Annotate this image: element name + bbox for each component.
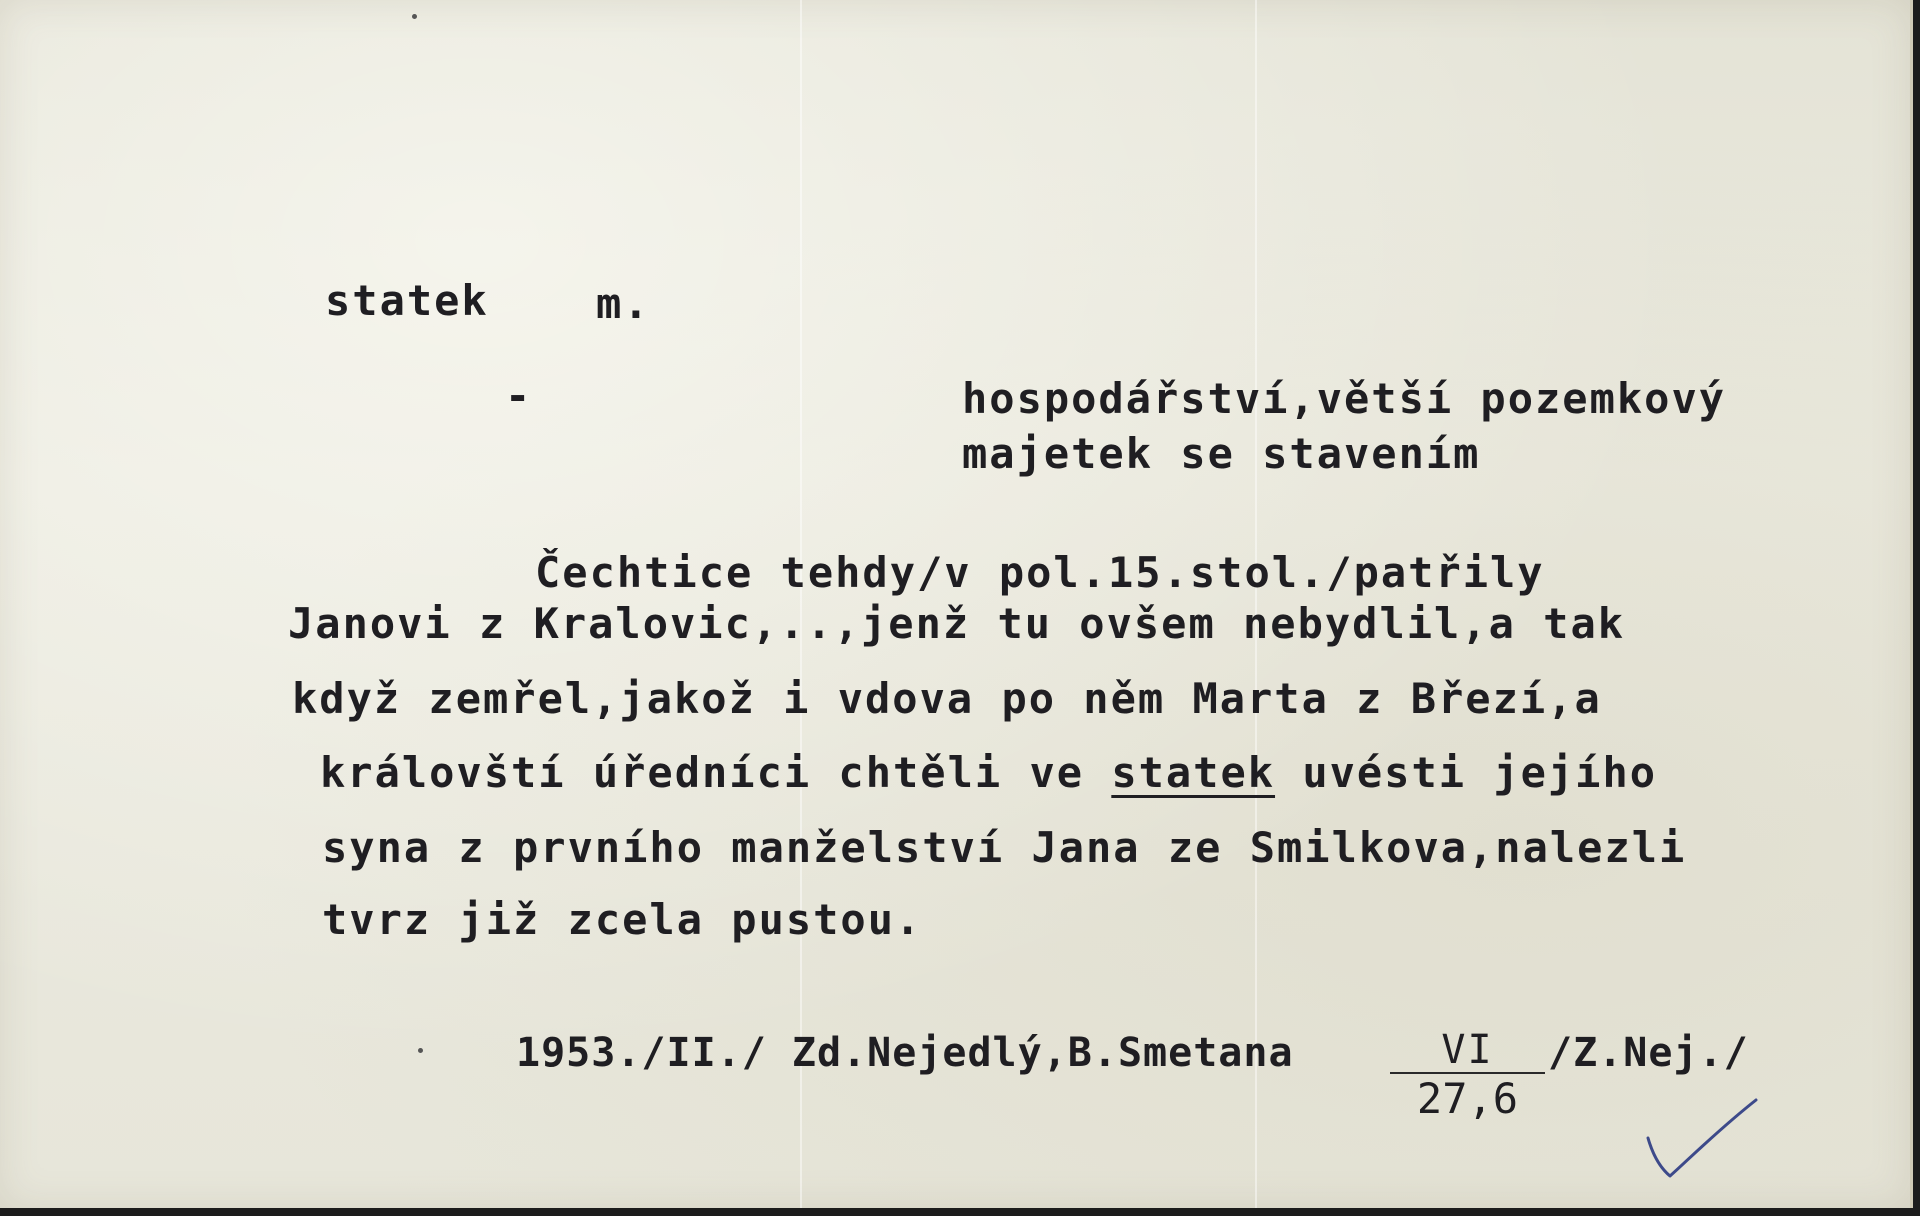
underlined-headword: statek <box>1111 748 1276 797</box>
body-line: Janovi z Kralovic,..,jenž tu ovšem nebydlil,a tak <box>288 599 1626 648</box>
paper-speck <box>412 14 417 19</box>
gender-label: m. <box>596 279 651 328</box>
definition-line: majetek se stavením <box>962 429 1481 478</box>
source-abbreviation: /Z.Nej./ <box>1548 1030 1749 1076</box>
body-line: Čechtice tehdy/v pol.15.stol./patřily <box>535 548 1545 597</box>
volume-page-fraction <box>1390 1027 1545 1123</box>
body-line: syna z prvního manželství Jana ze Smilkova,nalezli <box>322 823 1687 872</box>
body-line-end: uvésti jejího <box>1275 748 1658 797</box>
checkmark-icon <box>1640 1090 1760 1190</box>
body-line: když zemřel,jakož i vdova po něm Marta z Březí,a <box>292 674 1602 723</box>
headword: statek <box>325 276 489 325</box>
body-line <box>320 748 1658 797</box>
source-citation: 1953./II./ Zd.Nejedlý,B.Smetana <box>516 1030 1294 1076</box>
definition-dash: - <box>505 371 533 420</box>
body-line-start: královští úředníci chtěli ve <box>320 748 1112 797</box>
body-line: tvrz již zcela pustou. <box>322 895 923 944</box>
definition-line: hospodářství,větší pozemkový <box>962 374 1727 423</box>
paper-speck <box>418 1048 423 1053</box>
page-number: 27,6 <box>1416 1074 1519 1123</box>
volume-number: VI <box>1390 1030 1545 1074</box>
